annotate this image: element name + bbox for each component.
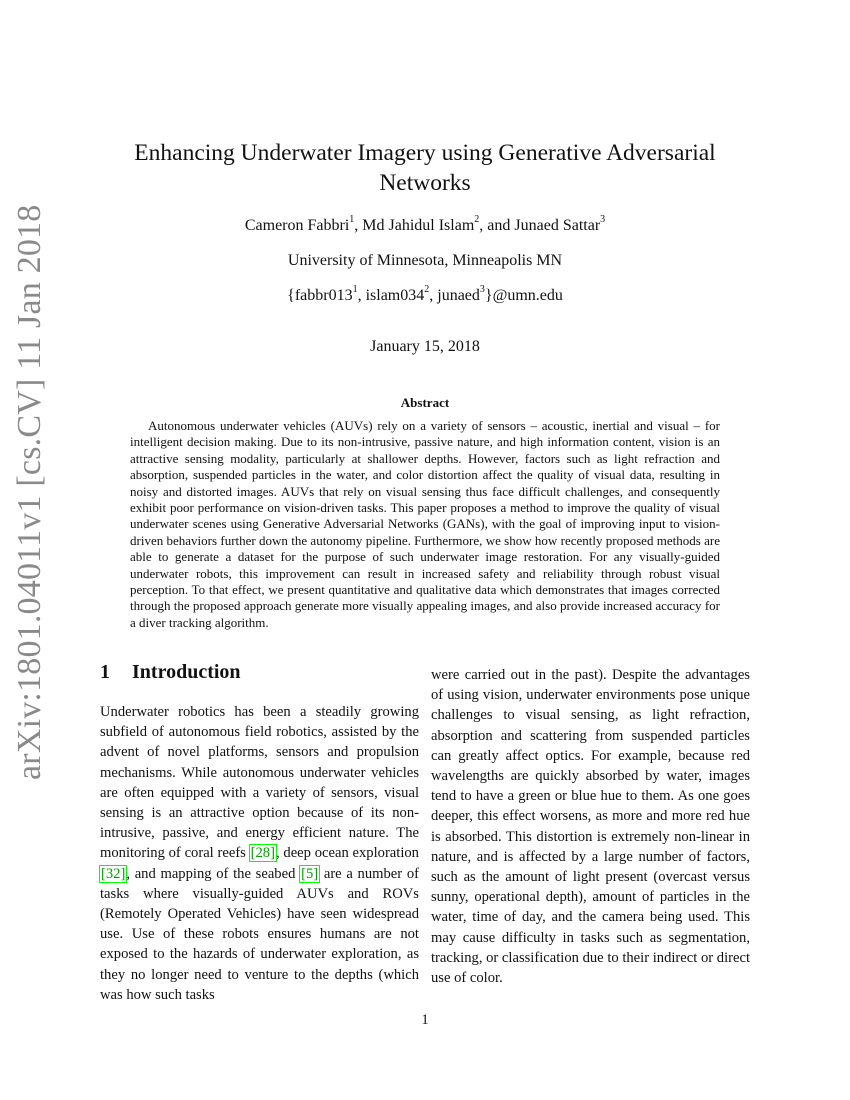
paper-title: Enhancing Underwater Imagery using Generative Adversarial Networks <box>134 140 716 196</box>
affiliation-mark: 1 <box>352 284 358 295</box>
citation-link[interactable]: [32] <box>101 865 126 882</box>
email-user: islam034 <box>365 287 425 304</box>
affiliation-mark: 3 <box>479 284 485 295</box>
author-name: Md Jahidul Islam <box>362 217 475 234</box>
affiliation-mark: 3 <box>600 214 606 225</box>
citation-link[interactable]: [5] <box>301 865 319 882</box>
affiliation-mark: 2 <box>474 214 480 225</box>
email-list: {$fabbr013^1$, $islam034^2$, junaed$^3$}@umn.edu <box>287 284 563 304</box>
author-list: Cameron Fabbri$^1$, Md Jahidul Islam$^2$, and Junaed Sattar$^3$ <box>244 214 606 234</box>
affiliation-mark: 1 <box>349 214 355 225</box>
abstract-text: Autonomous underwater vehicles (AUVs) rely on a variety of sensors – acoustic, inertial and visual – for intelligent decision making. Due to its non-intrusive, passive nature, and high information content, vision is an attractive sensing modality, particularly at shallower depths. However, factors such as light refraction and absorption, suspended particles in the water, and color distortion affect the quality of visual data, resulting in noisy and distorted images. AUVs that rely on visual sensing thus face difficult challenges, and consequently exhibit poor performance on vision-driven tasks. This paper proposes a method to improve the quality of visual underwater scenes using Generative Adversarial Networks (GANs), with the goal of improving input to vision-driven behaviors further down the autonomy pipeline. Furthermore, we show how recently proposed methods are able to generate a dataset for the purpose of such underwater image restoration. For any visually-guided underwater robots, this improvement can result in increased safety and reliability through robust visual perception. To that effect, we present quantitative and qualitative data which demonstrates that images corrected through the proposed approach generate more visually appealing images, and also provide increased accuracy for a diver tracking algorithm. <box>130 418 720 630</box>
affiliation: University of Minnesota, Minneapolis MN <box>287 252 563 269</box>
author-name: Junaed Sattar <box>514 217 601 234</box>
email-user: junaed <box>437 287 480 304</box>
intro-left-column: Underwater robotics has been a steadily growing subfield of autonomous field robotics, assisted by the advent of novel platforms, sensors and propulsion mechanisms. While autonomous underwater vehicles are often equipped with a variety of sensors, visual sensing is an attractive option because of its non-intrusive, passive, and energy efficient nature. The monitoring of coral reefs [28], deep ocean exploration [32], and mapping of the seabed [5] are a number of tasks where visually-guided AUVs and ROVs (Remotely Operated Vehicles) have seen widespread use. Use of these robots ensures humans are not exposed to the hazards of underwater exploration, as they no longer need to venture to the depths (which was how such tasks <box>100 704 420 1003</box>
email-domain: }@umn.edu <box>484 287 563 304</box>
arxiv-id[interactable]: arXiv:1801.04011v1 [cs.CV] 11 Jan 2018 <box>11 204 48 780</box>
email-user: fabbr013 <box>294 287 353 304</box>
affiliation-mark: 2 <box>424 284 430 295</box>
section-title: Introduction <box>132 661 241 683</box>
citation-link[interactable]: [28] <box>250 845 275 862</box>
author-name: Cameron Fabbri <box>244 217 350 234</box>
abstract-heading: Abstract <box>400 395 450 410</box>
section-number: 1 <box>100 661 110 683</box>
page-number: 1 <box>421 1012 429 1028</box>
paper-date: January 15, 2018 <box>370 338 480 355</box>
section-heading <box>100 661 241 684</box>
intro-right-column: were carried out in the past). Despite the advantages of using vision, underwater environments pose unique challenges to visual sensing, as light refraction, absorption and scattering from suspended particles can greatly affect optics. For example, because red wavelengths are quickly absorbed by water, images tend to have a green or blue hue to them. As one goes deeper, this effect worsens, as more and more red hue is absorbed. This distortion is extremely non-linear in nature, and is affected by a large number of factors, such as the amount of light present (overcast versus sunny, operational depth), amount of particles in the water, time of day, and the camera being used. This may cause difficulty in tasks such as segmentation, tracking, or classification due to their indirect or direct use of color. <box>431 667 750 987</box>
